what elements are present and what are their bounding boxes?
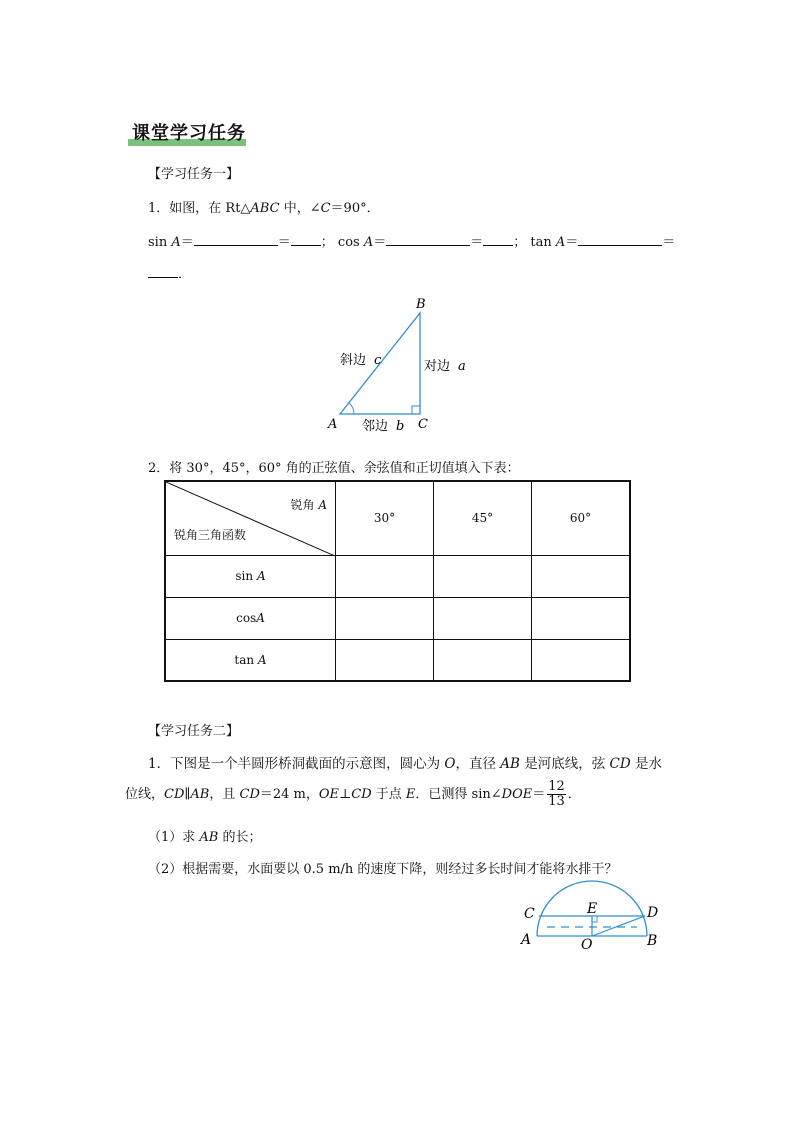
cell-sin-45[interactable] — [434, 555, 532, 597]
point-o: O — [581, 937, 593, 953]
opposite-var: a — [458, 359, 466, 374]
adjacent-var: b — [396, 419, 405, 434]
cell-cos-60[interactable] — [532, 597, 631, 639]
opposite-label: 对边 — [424, 359, 451, 374]
corner-cell — [165, 481, 336, 555]
cell-sin-60[interactable] — [532, 555, 631, 597]
corner-bottom-label: 锐角三角函数 — [174, 528, 247, 542]
point-c: C — [524, 906, 535, 922]
row-label-sin: sin A — [165, 555, 336, 597]
task1-q1-blanks-wrap: ． — [148, 263, 191, 282]
blank-cos-value[interactable] — [483, 233, 513, 246]
cell-cos-30[interactable] — [336, 597, 434, 639]
blank-sin-ratio[interactable] — [194, 233, 278, 246]
task2-sub2: （2）根据需要，水面要以 0.5 m/h 的速度下降，则经过多长时间才能将水排干？ — [148, 862, 618, 877]
point-a: A — [521, 932, 532, 948]
cell-sin-30[interactable] — [336, 555, 434, 597]
table-row — [165, 597, 630, 639]
cell-cos-45[interactable] — [434, 597, 532, 639]
point-b: B — [647, 933, 658, 949]
task1-header: 【学习任务一】 — [148, 167, 240, 182]
col-header-30: 30° — [336, 481, 434, 555]
right-angle-mark — [412, 406, 420, 414]
point-d: D — [647, 905, 659, 921]
segment-od — [592, 916, 645, 936]
corner-diagonal — [166, 482, 335, 556]
table-header-row — [165, 481, 630, 555]
col-header-45: 45° — [434, 481, 532, 555]
cell-tan-30[interactable] — [336, 639, 434, 681]
task2-sub1: （1）求 AB 的长； — [148, 830, 262, 845]
task2-p1-line1: 1．下图是一个半圆形桥洞截面的示意图，圆心为 O，直径 AB 是河底线，弦 CD 是水 — [148, 756, 662, 772]
task1-q1-blanks: sin A＝ ＝ ； cos A＝ ＝ ； tan A＝ ＝ — [148, 235, 676, 250]
point-e: E — [587, 901, 598, 917]
blank-cos-ratio[interactable] — [386, 233, 470, 246]
section-title-text: 课堂学习任务 — [132, 123, 246, 144]
adjacent-label: 邻边 — [362, 419, 389, 434]
bridge-figure — [515, 878, 670, 958]
blank-sin-value[interactable] — [291, 233, 321, 246]
corner-top-label: 锐角 A — [290, 498, 327, 512]
row-label-tan: tan A — [165, 639, 336, 681]
angle-a-arc — [349, 403, 354, 414]
task2-header: 【学习任务二】 — [148, 724, 240, 739]
trig-table — [164, 480, 631, 682]
section-title — [128, 119, 246, 145]
col-header-60: 60° — [532, 481, 631, 555]
blank-tan-value[interactable] — [148, 265, 178, 278]
hypotenuse-var: c — [374, 353, 382, 368]
hypotenuse-label: 斜边 — [340, 353, 367, 368]
vertex-b: B — [416, 297, 426, 312]
cell-tan-60[interactable] — [532, 639, 631, 681]
blank-tan-ratio[interactable] — [578, 233, 662, 246]
task1-q2: 2．将 30°，45°，60° 角的正弦值、余弦值和正切值填入下表： — [148, 461, 520, 476]
cell-tan-45[interactable] — [434, 639, 532, 681]
right-triangle-figure — [320, 290, 480, 440]
table-row — [165, 555, 630, 597]
task2-p1-line2: 位线，CD∥AB，且 CD＝24 m，OE⊥CD 于点 E．已测得 sin∠DOE＝ $\frac{12}{13}$ ． — [125, 779, 581, 809]
table-row — [165, 639, 630, 681]
row-label-cos: cosA — [165, 597, 336, 639]
fraction-12-13: $\frac{12}{13}$ — [548, 779, 565, 809]
vertex-a: A — [328, 417, 338, 432]
vertex-c: C — [418, 417, 428, 432]
task1-q1: 1．如图，在 Rt△ABC 中，∠C＝90°． — [148, 201, 380, 216]
